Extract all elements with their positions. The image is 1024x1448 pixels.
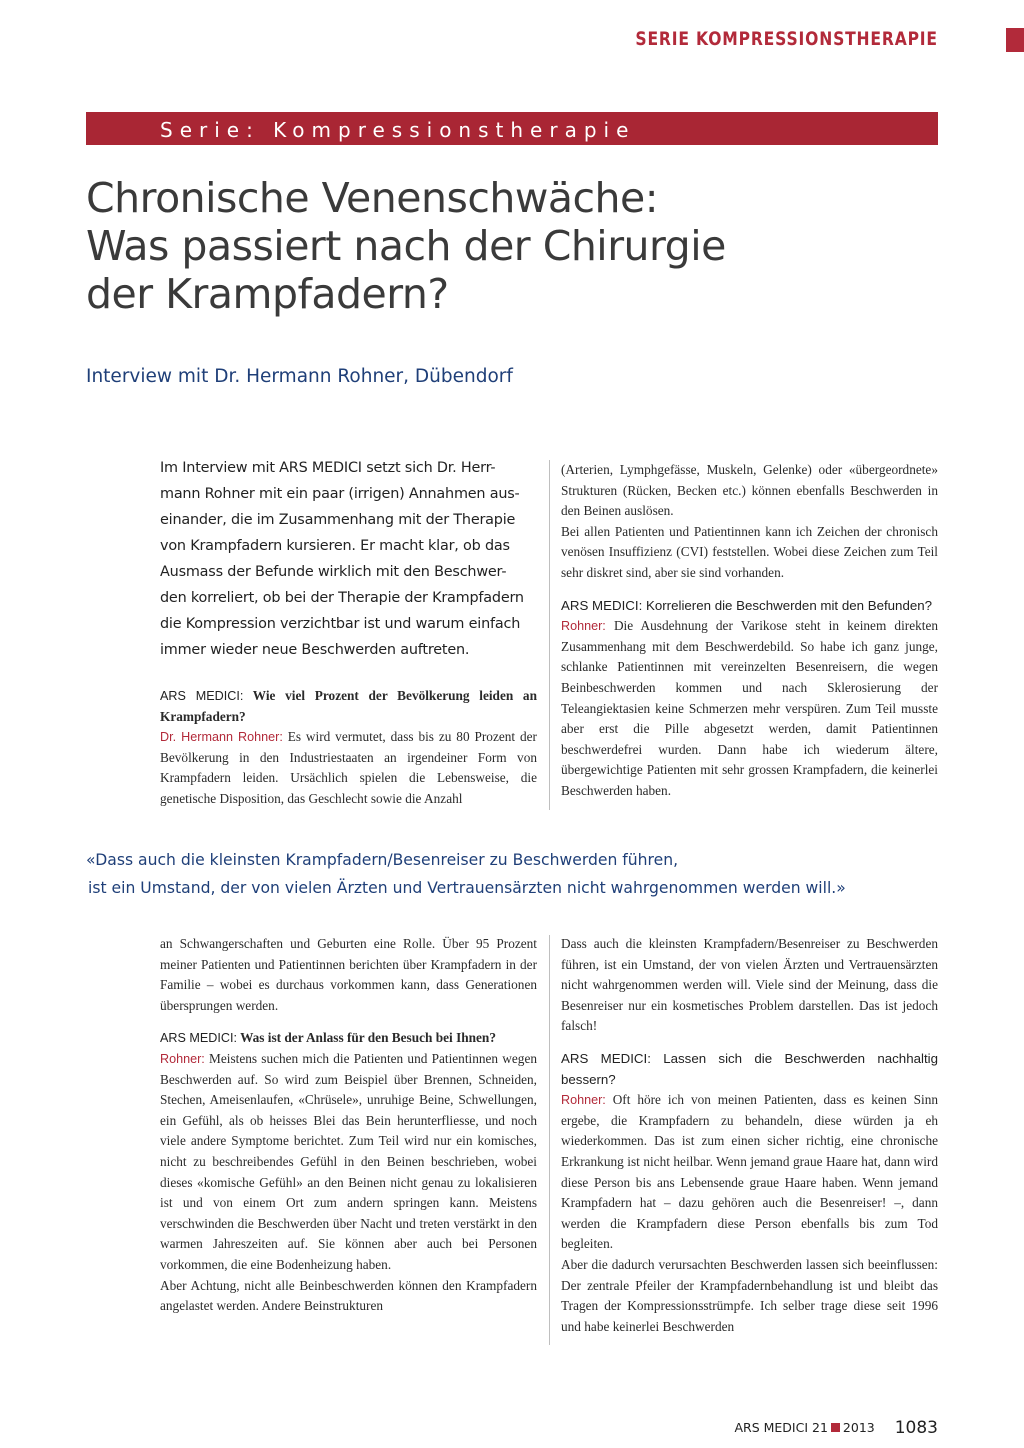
running-head-marker (1006, 28, 1024, 52)
column-right-1 (561, 460, 938, 802)
title-line: Chronische Venenschwäche: (86, 174, 659, 222)
footer-square-marker (831, 1423, 840, 1432)
interview-answer: Rohner: Oft höre ich von meinen Patienten, dass es keinen Sinn ergebe, die Krampfadern zu behandeln, diese würden ja eh wiederkommen. Das ist zum einen sicher richtig, eine chronische Erkrankung ist nicht heilbar. Wenn jemand graue Haare hat, dann wird diese Person bis ans Lebensende graue Haare haben. Wenn jemand Krampfadern hat – dazu gehören auch die Besenreiser! –, dann werden die Krampfadern diese Person ebenfalls bis zum Tod begleiten. (561, 1092, 938, 1252)
title-line: der Krampfadern? (86, 270, 449, 318)
pull-quote (86, 846, 946, 902)
series-banner-label: Serie: Kompressionstherapie (160, 118, 636, 142)
title-line: Was passiert nach der Chirurgie (86, 222, 726, 270)
column-left-2 (160, 934, 537, 1317)
interview-question: ARS MEDICI: Korrelieren die Beschwerden mit den Befunden? (561, 597, 933, 613)
interview-answer: Rohner: Meistens suchen mich die Patienten und Patientinnen wegen Beschwerden auf. So wird zum Beispiel über Brennen, Schneiden, Stechen, Ameisenlaufen, «Chrüsele», unruhige Beine, Schwellungen, ein Gefühl, als ob heisses Blei das Bein herunterfliesse, und noch viele andere Symptome berichtet. Zum Teil wird nur ein komisches, nicht zu beschreibendes Gefühl in den Beinen beschrieben, wobei dieses «komische Gefühl» an den Beinen nicht genau zu lokalisieren ist und von einem Ort zum andern springen kann. Meistens verschwinden die Beschwerden über Nacht und treten verstärkt in den warmen Jahreszeiten auf. Sie können aber auch bei Personen vorkommen, die eine Bodenheizung haben. (160, 1050, 537, 1272)
interview-question: ARS MEDICI: Lassen sich die Beschwerden nachhaltig bessern? (561, 1050, 938, 1087)
lead-line: immer wieder neue Beschwerden auftreten. (160, 642, 470, 658)
interview-question: ARS MEDICI: Was ist der Anlass für den Besuch bei Ihnen? (160, 1030, 496, 1046)
footer-journal: ARS MEDICI 21 (734, 1420, 828, 1435)
series-banner (86, 112, 938, 145)
paragraph: Aber die dadurch verursachten Beschwerden lassen sich beeinflussen: Der zentrale Pfeiler der Krampfadernbehandlung ist und bleibt das Tragen der Kompressionsstrümpfe. Ich selber trage diese seit 1996 und habe keinerlei Beschwerden (561, 1256, 938, 1334)
page-number: 1083 (894, 1418, 938, 1438)
column-right-2 (561, 934, 938, 1337)
lead-line: Ausmass der Befunde wirklich mit den Beschwer- (160, 564, 507, 580)
page-footer (734, 1418, 938, 1438)
lead-line: Im Interview mit ARS MEDICI setzt sich Dr. Herr- (160, 460, 496, 476)
pull-quote-line: ist ein Umstand, der von vielen Ärzten und Vertrauensärzten nicht wahrgenommen werden will.» (88, 879, 846, 897)
column-divider (549, 935, 550, 1345)
footer-year: 2013 (842, 1420, 875, 1435)
paragraph: Dass auch die kleinsten Krampfadern/Besenreiser zu Beschwerden führen, ist ein Umstand, der von vielen Ärzten und Vertrauensärzten nicht wahrgenommen werden will. Viele sind der Meinung, dass die Besenreiser nur ein kosmetisches Problem darstellen. Das ist jedoch falsch! (561, 936, 938, 1034)
paragraph: Aber Achtung, nicht alle Beinbeschwerden können den Krampfadern angelastet werden. Andere Beinstrukturen (160, 1277, 537, 1314)
interview-answer: Rohner: Die Ausdehnung der Varikose steht in keinem direkten Zusammenhang mit dem Beschwerdebild. So habe ich ganz junge, schlanke Patientinnen mit vereinzelten Besenreisern, die wegen Beinbeschwerden kommen und nach Sklerosierung der Teleangiektasien keine Schmerzen mehr verspüren. Zum Teil musste aber erst die Pille abgesetzt werden, damit Patientinnen beschwerdefrei wurden. Dann habe ich wiederum ältere, übergewichtige Patienten mit sehr grossen Krampfadern, die keinerlei Beschwerden haben. (561, 618, 938, 798)
paragraph: Bei allen Patienten und Patientinnen kann ich Zeichen der chronisch venösen Insuffizienz (CVI) feststellen. Wobei diese Zeichen zum Teil sehr diskret sind, aber sie sind vorhanden. (561, 523, 938, 580)
interview-question: ARS MEDICI: Wie viel Prozent der Bevölkerung leiden an Krampfadern? (160, 688, 537, 724)
paragraph: (Arterien, Lymphgefässe, Muskeln, Gelenke) oder «übergeordnete» Strukturen (Rücken, Becken etc.) können ebenfalls Beschwerden in den Beinen auslösen. (561, 462, 938, 519)
column-divider (549, 460, 550, 810)
lead-line: den korreliert, ob bei der Therapie der Krampfadern (160, 590, 524, 606)
article-subtitle: Interview mit Dr. Hermann Rohner, Dübendorf (86, 366, 513, 387)
lead-line: von Krampfadern kursieren. Er macht klar, ob das (160, 538, 510, 554)
lead-line: mann Rohner mit ein paar (irrigen) Annahmen aus- (160, 486, 520, 502)
pull-quote-line: «Dass auch die kleinsten Krampfadern/Besenreiser zu Beschwerden führen, (86, 851, 679, 869)
article-title (86, 174, 946, 318)
column-left-1 (160, 686, 537, 810)
interview-answer: Dr. Hermann Rohner: Es wird vermutet, dass bis zu 80 Prozent der Bevölkerung in den Industriestaaten an irgendeiner Form von Krampfadern leiden. Ursächlich spielen die Lebensweise, die genetische Disposition, das Geschlecht sowie die Anzahl (160, 729, 537, 806)
lead-line: einander, die im Zusammenhang mit der Therapie (160, 512, 516, 528)
paragraph: an Schwangerschaften und Geburten eine Rolle. Über 95 Prozent meiner Patienten und Patientinnen berichten über Krampfadern in der Familie – wobei es durchaus vorkommen kann, dass Generationen übersprungen werden. (160, 936, 537, 1013)
running-head: SERIE KOMPRESSIONSTHERAPIE (635, 28, 938, 50)
lead-line: die Kompression verzichtbar ist und warum einfach (160, 616, 521, 632)
